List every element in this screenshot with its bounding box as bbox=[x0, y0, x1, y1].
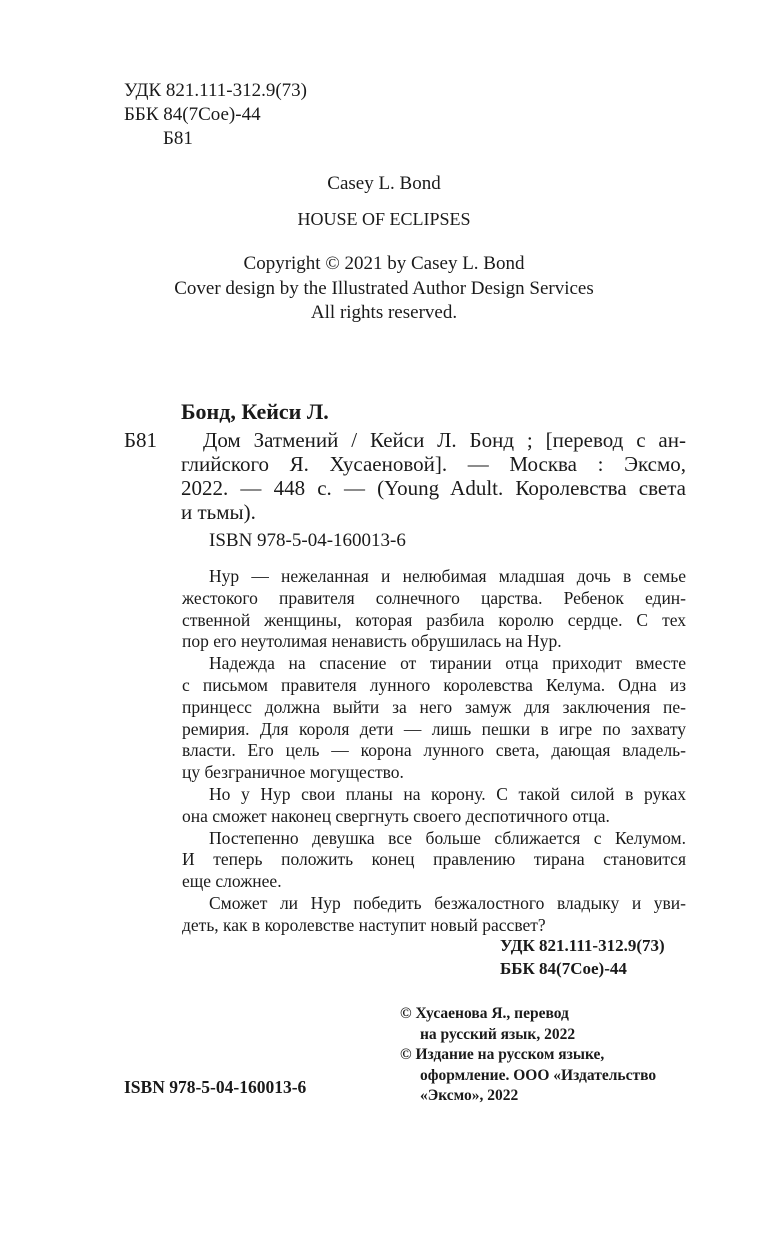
edition-copyright-line: © Издание на русском языке, bbox=[400, 1046, 605, 1063]
annotation-line: Нур — нежеланная и нелюбимая младшая дочь в семье bbox=[209, 566, 686, 586]
cover-design-line: Cover design by the Illustrated Author Design Services bbox=[174, 278, 594, 299]
annotation-line: ственной женщины, которая разбила королю сердце. С тех bbox=[182, 609, 686, 630]
translation-copyright-line: © Хусаенова Я., перевод bbox=[400, 1005, 569, 1022]
record-mark: Б81 bbox=[124, 428, 158, 452]
annotation-line: власти. Его цель — корона лунного света, дающая владель- bbox=[182, 740, 686, 761]
annotation-line: ремирия. Для короля дети — лишь пешки в игре по захвату bbox=[182, 718, 686, 739]
record-line: глийского Я. Хусаеновой]. — Москва : Эксмо, bbox=[181, 452, 686, 476]
author-mark: Б81 bbox=[163, 128, 193, 149]
annotation-line: Надежда на спасение от тирании отца приходит вместе bbox=[209, 653, 686, 674]
record-author-heading: Бонд, Кейси Л. bbox=[181, 399, 329, 424]
annotation-line: с письмом правителя лунного королевства Келума. Одна из bbox=[182, 674, 686, 695]
annotation-line: еще сложнее. bbox=[182, 871, 282, 892]
record-description bbox=[181, 428, 686, 524]
annotation-line: пор его неутолимая ненависть обрушилась на Нур. bbox=[182, 631, 562, 652]
annotation-line: она сможет наконец свергнуть своего деспотичного отца. bbox=[182, 805, 610, 826]
annotation-line: Сможет ли Нур победить безжалостного владыку и уви- bbox=[209, 892, 686, 913]
record-line: Дом Затмений / Кейси Л. Бонд ; [перевод с ан- bbox=[203, 428, 686, 452]
record-line: и тьмы). bbox=[181, 500, 256, 524]
bottom-isbn: ISBN 978-5-04-160013-6 bbox=[124, 1077, 307, 1097]
rights-line: All rights reserved. bbox=[310, 302, 458, 323]
annotation-line: Постепенно девушка все больше сближается с Келумом. bbox=[209, 827, 686, 848]
annotation-line: жестокого правителя солнечного царства. Ребенок един- bbox=[182, 587, 686, 608]
annotation bbox=[182, 566, 686, 937]
copyright-notices bbox=[400, 1004, 656, 1107]
original-title: HOUSE OF ECLIPSES bbox=[297, 209, 471, 229]
edition-copyright-line: оформление. ООО «Издательство bbox=[420, 1066, 657, 1084]
annotation-line: Но у Нур свои планы на корону. С такой силой в руках bbox=[209, 783, 686, 804]
classification-bbk: ББК 84(7Сое)-44 bbox=[500, 959, 627, 978]
record-line: 2022. — 448 с. — (Young Adult. Королевства света bbox=[181, 476, 686, 500]
translation-copyright-line: на русский язык, 2022 bbox=[420, 1025, 576, 1043]
bbk-code: ББК 84(7Сое)-44 bbox=[124, 104, 261, 125]
annotation-line: И теперь положить конец правлению тирана становится bbox=[182, 849, 686, 870]
udk-code: УДК 821.111-312.9(73) bbox=[124, 80, 307, 101]
annotation-line: цу безграничное могущество. bbox=[182, 762, 404, 783]
classification-udk: УДК 821.111-312.9(73) bbox=[500, 936, 665, 955]
original-author: Casey L. Bond bbox=[327, 173, 441, 194]
annotation-line: принцесс должна выйти за него замуж для заключения пе- bbox=[182, 696, 686, 717]
record-isbn: ISBN 978-5-04-160013-6 bbox=[209, 530, 406, 551]
copyright-line: Copyright © 2021 by Casey L. Bond bbox=[243, 253, 525, 274]
annotation-line: деть, как в королевстве наступит новый рассвет? bbox=[182, 914, 546, 935]
edition-copyright-line: «Эксмо», 2022 bbox=[420, 1087, 519, 1104]
